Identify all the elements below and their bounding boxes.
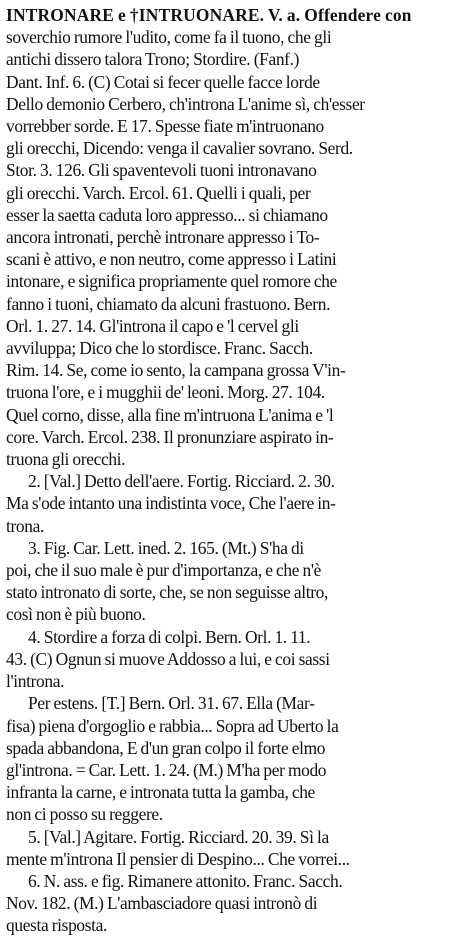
entry-text-line: Ma s'ode intanto una indistinta voce, Che l'aere in- xyxy=(6,493,336,514)
entry-text-line: truona l'ore, e i mugghii de' leoni. Morg. 27. 104. xyxy=(6,382,325,403)
entry-text-line: 4. Stordire a forza di colpi. Bern. Orl. 1. 11. xyxy=(28,626,311,647)
entry-text-line: Dant. Inf. 6. (C) Cotai si fecer quelle facce lorde xyxy=(6,71,320,92)
entry-text-line: esser la saetta caduta loro appresso... si chiamano xyxy=(6,204,328,225)
entry-text-line: 3. Fig. Car. Lett. ined. 2. 165. (Mt.) S'ha di xyxy=(28,537,304,558)
entry-text-line: Rim. 14. Se, come io sento, la campana grossa V'in- xyxy=(6,360,346,381)
entry-text-line: non ci posso su reggere. xyxy=(6,804,163,825)
entry-text-line: così non è più buono. xyxy=(6,604,146,625)
entry-text-line: trona. xyxy=(6,515,44,536)
entry-text-line: infranta la carne, e intronata tutta la gamba, che xyxy=(6,782,315,803)
entry-text-line: 2. [Val.] Detto dell'aere. Fortig. Ricciard. 2. 30. xyxy=(28,471,335,492)
entry-text-line: fisa) piena d'orgoglio e rabbia... Sopra ad Uberto la xyxy=(6,715,339,736)
entry-text-line: gli orecchi. Varch. Ercol. 61. Quelli i quali, per xyxy=(6,182,311,203)
entry-text-line: 5. [Val.] Agitare. Fortig. Ricciard. 20. 39. Sì la xyxy=(28,826,329,847)
entry-text-line: poi, che il suo male è pur d'importanza, e che n'è xyxy=(6,560,321,581)
entry-text-line: questa risposta. xyxy=(6,915,108,936)
entry-text-line: l'introna. xyxy=(6,671,65,692)
entry-text-line: gl'introna. = Car. Lett. 1. 24. (M.) M'ha per modo xyxy=(6,759,327,780)
entry-text-line: 43. (C) Ognun si muove Addosso a lui, e coi sassi xyxy=(6,648,330,669)
entry-text-line: mente m'introna Il pensier di Despino... Che vorrei... xyxy=(6,848,350,869)
entry-text-line: Dello demonio Cerbero, ch'introna L'anime sì, ch'esser xyxy=(6,93,365,114)
entry-text-line: Stor. 3. 126. Gli spaventevoli tuoni intronavano xyxy=(6,160,317,181)
entry-text-line: core. Varch. Ercol. 238. Il pronunziare aspirato in- xyxy=(6,426,334,447)
entry-text-line: Orl. 1. 27. 14. Gl'introna il capo e 'l cervel gli xyxy=(6,315,299,336)
entry-text-line: scani è attivo, e non neutro, come appresso i Latini xyxy=(6,249,337,270)
entry-text-line: fanno i tuoni, chiamato da alcuni frastuono. Bern. xyxy=(6,293,331,314)
entry-text-line: soverchio rumore l'udito, come fa il tuono, che gli xyxy=(6,27,332,48)
entry-text-line: ancora intronati, perchè intronare appresso i To- xyxy=(6,227,320,248)
entry-text-line: Quel corno, disse, alla fine m'intruona L'anima e 'l xyxy=(6,404,334,425)
entry-text-line: intonare, e significa propriamente quel romore che xyxy=(6,271,337,292)
dictionary-entry-intronare xyxy=(6,4,468,937)
entry-text-line: spada abbandona, E d'un gran colpo il forte elmo xyxy=(6,737,326,758)
entry-text-line: 6. N. ass. e fig. Rimanere attonito. Franc. Sacch. xyxy=(28,870,343,891)
entry-text-line: Per estens. [T.] Bern. Orl. 31. 67. Ella (Mar- xyxy=(28,693,315,714)
entry-text-line: truona gli orecchi. xyxy=(6,449,126,470)
entry-text-line: gli orecchi, Dicendo: venga il cavalier sovrano. Serd. xyxy=(6,138,353,159)
entry-text-line: antichi dissero talora Trono; Stordire. (Fanf.) xyxy=(6,49,300,70)
entry-text-line: vorrebber sorde. E 17. Spesse fiate m'intruonano xyxy=(6,116,324,137)
entry-text-line: Nov. 182. (M.) L'ambasciadore quasi intronò di xyxy=(6,893,318,914)
entry-text-line: avviluppa; Dico che lo stordisce. Franc. Sacch. xyxy=(6,338,313,359)
entry-text-line: stato intronato di sorte, che, se non seguisse altro, xyxy=(6,582,328,603)
headword-line: INTRONARE e †INTRUONARE. V. a. Offendere con xyxy=(6,5,412,25)
